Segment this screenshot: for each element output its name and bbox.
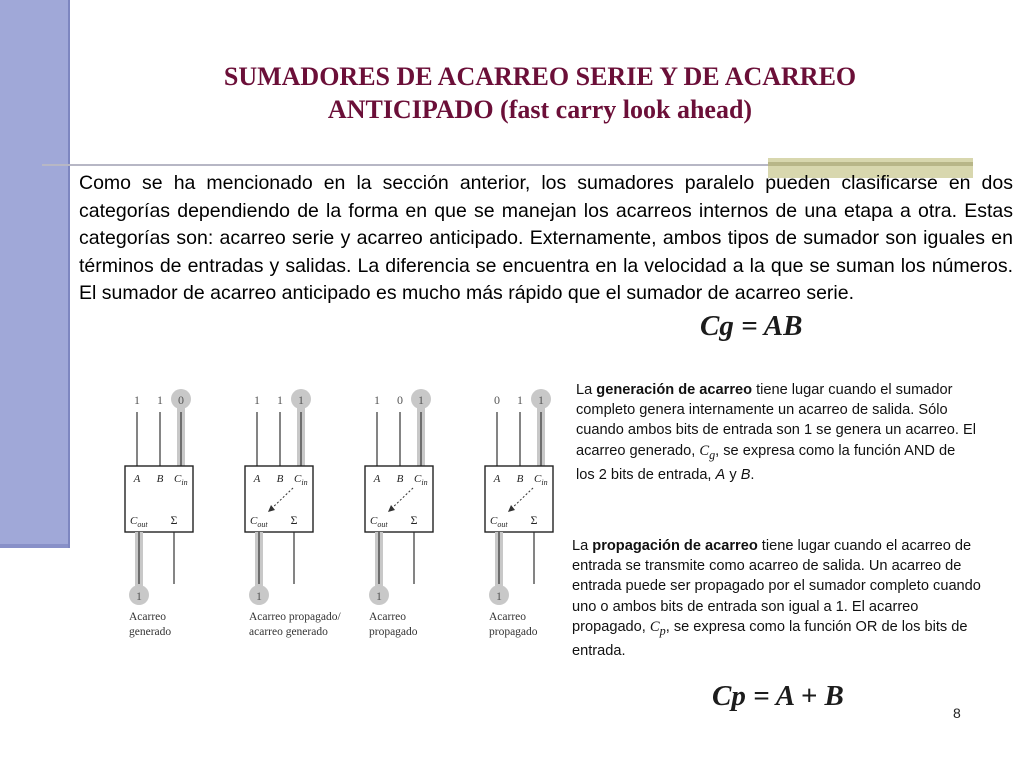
body-paragraph (79, 170, 1013, 308)
propagation-text-2: , se expresa como la función OR de los bits de entrada. (572, 618, 968, 659)
output-bit-label: 1 (136, 589, 142, 603)
adder-caption: generado (129, 626, 172, 638)
generation-text-1: tiene lugar cuando el sumador completo genera internamente un acarreo de salida. Sólo cuando ambos bits de entrada son 1 se genera un acarreo. El acarreo generado, (576, 382, 976, 459)
input-bit-label: 0 (397, 393, 403, 407)
input-bit-label: 1 (298, 393, 304, 407)
propagation-pre: La (572, 538, 593, 554)
pin-a-label: A (133, 473, 141, 485)
generation-var-a: A (715, 466, 726, 483)
input-bit-label: 1 (517, 393, 523, 407)
pin-sum-label: Σ (170, 513, 178, 527)
input-bit-label: 1 (418, 393, 424, 407)
generation-text-2: , se expresa como la función AND de los 2 bits de entrada, (576, 442, 956, 483)
cg-symbol (699, 442, 716, 462)
pin-b-label: B (276, 473, 284, 485)
input-bit-label: 1 (538, 393, 544, 407)
adder-group (125, 389, 553, 638)
adder-caption: Acarreo propagado/ (249, 611, 341, 623)
input-bit-label: 0 (494, 393, 500, 407)
pin-cin-label: $C_{in}$ (174, 473, 188, 487)
full-adder-2 (245, 389, 341, 638)
generation-term: generación de acarreo (596, 382, 753, 398)
generation-conj: y (725, 466, 741, 483)
adder-caption: acarreo generado (249, 626, 328, 638)
cp-symbol-sub: p (659, 623, 666, 638)
pin-b-label: B (156, 473, 164, 485)
pin-a-label: A (493, 473, 501, 485)
pin-sum-label: Σ (290, 513, 298, 527)
generation-end: . (750, 466, 755, 483)
input-bit-label: 1 (374, 393, 380, 407)
propagation-term: propagación de acarreo (592, 538, 758, 554)
cp-symbol-base: C (649, 618, 660, 635)
generation-description (576, 380, 976, 485)
adder-caption: propagado (489, 626, 538, 638)
pin-cin-label: $C_{in}$ (414, 473, 428, 487)
pin-a-label: A (373, 473, 381, 485)
pin-cin-label: $C_{in}$ (534, 473, 548, 487)
input-bit-label: 1 (134, 393, 140, 407)
pin-b-label: B (516, 473, 524, 485)
pin-a-label: A (253, 473, 261, 485)
pin-cout-label: $C_{out}$ (370, 515, 388, 529)
pin-sum-label: Σ (530, 513, 538, 527)
pin-cout-sub: out (497, 520, 508, 529)
pin-cin-sub: in (301, 478, 308, 487)
generation-var-b: B (740, 466, 751, 483)
pin-cin-sub: in (181, 478, 188, 487)
output-bit-label: 1 (256, 589, 262, 603)
pin-cin-sub: in (541, 478, 548, 487)
adder-caption: Acarreo (369, 611, 407, 623)
output-bit-label: 1 (376, 589, 382, 603)
input-bit-label: 0 (178, 393, 184, 407)
propagation-description (572, 536, 984, 661)
body-paragraph-text: Como se ha mencionado en la sección anterior, los sumadores paralelo pueden clasificarse en dos categorías dependiendo de la forma en que se manejan los acarreos internos de una etapa a otra. Estas categorías son: acarreo serie y acarreo anticipado. Externamente, ambos tipos de sumador son iguales en términos de entradas y salidas. La diferencia se encuentra en la velocidad a la que se suman los números. El sumador de acarreo anticipado es mucho más rápido que el sumador de acarreo serie. (79, 172, 1013, 304)
full-adder-1 (125, 389, 193, 638)
pin-sum-label: Σ (410, 513, 418, 527)
generation-pre: La (576, 382, 597, 398)
full-adder-diagram (120, 384, 580, 646)
title-line-2: ANTICIPADO (fast carry look ahead) (327, 95, 753, 124)
pin-cout-sub: out (257, 520, 268, 529)
title-line-1: SUMADORES DE ACARREO SERIE Y DE ACARREO (223, 62, 857, 91)
slide-number: 8 (953, 705, 961, 721)
sidebar-bottom-decoration (0, 544, 68, 548)
cg-symbol-base: C (699, 442, 710, 459)
pin-cout-sub: out (137, 520, 148, 529)
pin-cout-sub: out (377, 520, 388, 529)
input-bit-label: 1 (254, 393, 260, 407)
cp-symbol (649, 618, 666, 638)
pin-cout-label: $C_{out}$ (130, 515, 148, 529)
pin-b-label: B (396, 473, 404, 485)
adder-caption: propagado (369, 626, 418, 638)
generate-formula: Cg = AB (700, 310, 803, 342)
propagate-formula: Cp = A + B (712, 680, 844, 712)
output-bit-label: 1 (496, 589, 502, 603)
sidebar-decoration (0, 0, 70, 548)
input-bit-label: 1 (277, 393, 283, 407)
slide-title (150, 60, 930, 126)
propagation-text-1: tiene lugar cuando el acarreo de entrada se transmite como acarreo de salida. Un acarreo de entrada puede ser propagado por el sumador completo cuando uno o ambos bits de entrada son igual a 1. El acarreo propagado, (572, 538, 981, 635)
pin-cin-label: $C_{in}$ (294, 473, 308, 487)
input-bit-label: 1 (157, 393, 163, 407)
pin-cout-label: $C_{out}$ (250, 515, 268, 529)
adder-caption: Acarreo (129, 611, 167, 623)
full-adder-4 (485, 389, 553, 638)
adder-caption: Acarreo (489, 611, 527, 623)
pin-cin-sub: in (421, 478, 428, 487)
full-adder-3 (365, 389, 433, 638)
cg-symbol-sub: g (709, 447, 716, 462)
pin-cout-label: $C_{out}$ (490, 515, 508, 529)
